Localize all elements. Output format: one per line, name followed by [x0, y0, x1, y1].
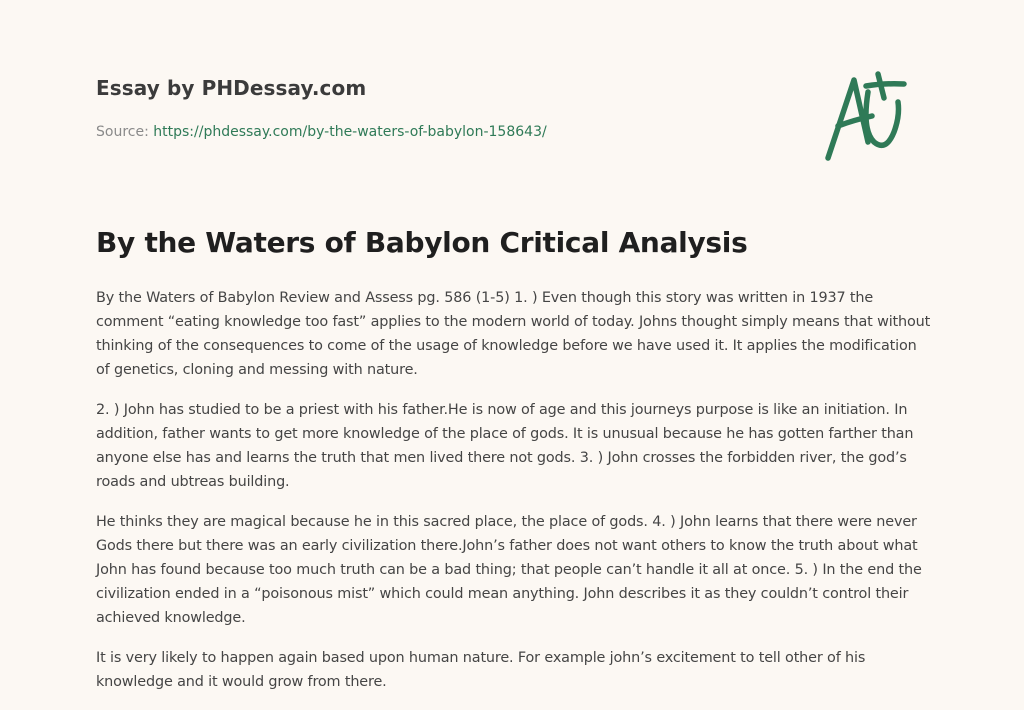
source-label: Source: — [96, 124, 149, 140]
essay-paragraph: By the Waters of Babylon Review and Assess pg. 586 (1-5) 1. ) Even though this story was written in 1937 the comment “eating knowledge too fast” applies to the modern world of today. Johns thought simply means that without thinking of the consequences to come of the usage of knowledge before we have used it. It applies the modification of genetics, cloning and messing with nature. — [96, 290, 931, 378]
source-line — [96, 124, 547, 140]
essay-page — [96, 0, 936, 708]
essay-paragraph: He thinks they are magical because he in this sacred place, the place of gods. 4. ) John learns that there were never Gods there but there was an early civilization there.John’s father does not want others to know the truth about what John has found because too much truth can be a bad thing; that people can’t handle it all at once. 5. ) In the end the civilization ended in a “poisonous mist” which could mean anything. John describes it as they couldn’t control their achieved knowledge. — [96, 514, 922, 626]
essay-paragraph: 2. ) John has studied to be a priest with his father.He is now of age and this journeys purpose is like an initiation. In addition, father wants to get more knowledge of the place of gods. It is unusual because he has gotten farther than anyone else has and learns the truth that men lived there not gods. 3. ) John crosses the forbidden river, the god’s roads and ubtreas building. — [96, 402, 914, 490]
essay-body — [96, 286, 932, 710]
a-plus-grade-icon — [824, 70, 926, 164]
essay-title: By the Waters of Babylon Critical Analysis — [96, 226, 748, 259]
source-link[interactable]: https://phdessay.com/by-the-waters-of-babylon-158643/ — [153, 124, 547, 140]
essay-paragraph: It is very likely to happen again based upon human nature. For example john’s excitement to tell other of his knowledge and it would grow from there. — [96, 650, 866, 690]
site-brand: Essay by PHDessay.com — [96, 76, 367, 100]
